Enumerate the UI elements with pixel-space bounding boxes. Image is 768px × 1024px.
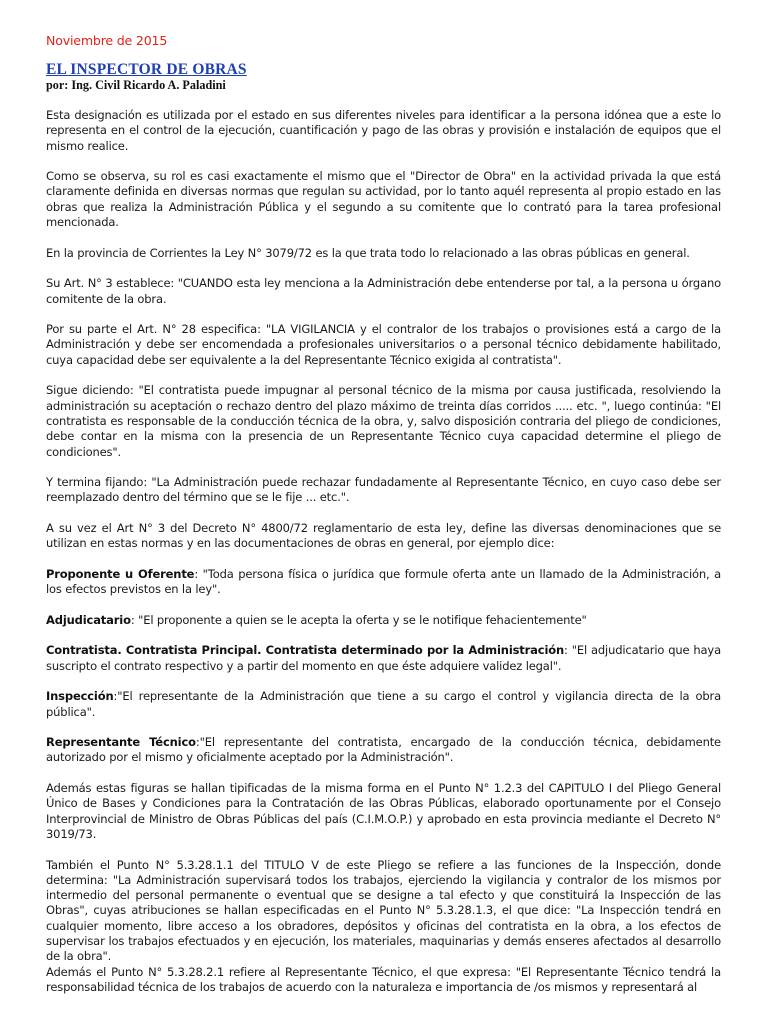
- paragraph-inspection-functions: También el Punto N° 5.3.28.1.1 del TITULO V de este Pliego se refiere a las funciones de la Inspección, donde determina: "La Administración supervisará todos los trabajos, ejerciendo la vigilancia y contralor de los mismos por intermedio del personal permanente o eventual que se designe a tal efecto y que constituirá la Inspección de las Obras", cuyas atribuciones se hallan especificadas en el Punto N° 5.3.28.1.3, el que dice: "La Inspección tendrá en cualquier momento, libre acceso a los obradores, depósitos y oficinas del contratista en la obra, a los efectos de supervisar los trabajos efectuados y en ejecución, los materiales, maquinarias y demás enseres afectados al desarrollo de la obra".: [46, 857, 721, 964]
- definition-text: : "El adjudicatario que haya suscripto el contrato respectivo y a partir del momento en que éste adquiere validez legal".: [46, 643, 721, 673]
- definition-term: Representante Técnico: [46, 735, 196, 750]
- definition-proponente: [46, 567, 721, 598]
- paragraph-article-28: Por su parte el Art. N° 28 especifica: "LA VIGILANCIA y el contralor de los trabajos o provisiones está a cargo de la Administración y debe ser encomendada a profesionales universitarios o a personal técnico debidamente habilitado, cuya capacidad debe ser equivalente a la del Representante Técnico exigida al contratista".: [46, 322, 721, 367]
- paragraph-pliego-general: Además estas figuras se hallan tipificadas de la misma forma en el Punto N° 1.2.3 del CAPITULO I del Pliego General Único de Bases y Condiciones para la Contratación de las Obras Públicas, elaborado oportunamente por el Consejo Interprovincial de Ministro de Obras Públicas del país (C.I.M.O.P.) y aprobado en esta provincia mediante el Decreto N° 3019/73.: [46, 781, 721, 841]
- paragraph-comparison: Como se observa, su rol es casi exactamente el mismo que el "Director de Obra" en la actividad privada la que está claramente definida en diversas normas que regulan su actividad, por lo tanto aquél representa al propio estado en las obras que realiza la Administración Pública y el segundo a su comitente que lo contrató para la tarea profesional mencionada.: [46, 169, 721, 230]
- paragraph-impugnation: Sigue diciendo: "El contratista puede impugnar al personal técnico de la misma por causa justificada, resolviendo la administración su aceptación o rechazo dentro del plazo máximo de treinta días corridos ..... etc. ", luego continúa: "El contratista es responsable de la conducción técnica de la obra, y, salvo disposición contraria del pliego de condiciones, debe contar en la misma con la presencia de un Representante Técnico cuya capacidad determine el pliego de condiciones".: [46, 383, 721, 459]
- author-byline: por: Ing. Civil Ricardo A. Paladini: [46, 78, 226, 92]
- definition-inspeccion: [46, 689, 721, 720]
- paragraph-technical-representative: Además el Punto N° 5.3.28.2.1 refiere al Representante Técnico, el que expresa: "El Representante Técnico tendrá la responsabilidad técnica de los trabajos de acuerdo con la naturaleza e importancia de /os mismos y representará al: [46, 964, 721, 994]
- definition-term: Inspección: [46, 689, 114, 704]
- paragraph-law-reference: En la provincia de Corrientes la Ley N° 3079/72 es la que trata todo lo relacionado a las obras públicas en general.: [46, 245, 690, 260]
- document-title: EL INSPECTOR DE OBRAS: [46, 61, 247, 78]
- definition-term: Proponente u Oferente: [46, 566, 195, 581]
- definition-text: : "El proponente a quien se le acepta la oferta y se le notifique fehacientemente": [130, 612, 587, 627]
- definition-representante-tecnico: [46, 735, 721, 766]
- definition-term: Contratista. Contratista Principal. Contratista determinado por la Administración: [46, 643, 565, 658]
- paragraph-rejection: Y termina fijando: "La Administración puede rechazar fundadamente al Representante Técnico, en cuyo caso debe ser reemplazado dentro del término que se le fije ... etc.".: [46, 475, 721, 505]
- paragraph-decree: A su vez el Art N° 3 del Decreto N° 4800/72 reglamentario de esta ley, define las diversas denominaciones que se utilizan en estas normas y en las documentaciones de obras en general, por ejemplo dice:: [46, 521, 721, 551]
- definition-text: :"El representante de la Administración que tiene a su cargo el control y vigilancia directa de la obra pública".: [46, 689, 721, 719]
- document-body: [46, 108, 721, 995]
- definition-text: : "Toda persona física o jurídica que formule oferta ante un llamado de la Administración, a los efectos previstos en la ley".: [46, 566, 721, 597]
- definition-adjudicatario: [46, 613, 721, 628]
- paragraph-article-3: Su Art. N° 3 establece: "CUANDO esta ley menciona a la Administración debe entenderse por tal, a la persona u órgano comitente de la obra.: [46, 276, 721, 306]
- definition-contratista: [46, 643, 721, 674]
- document-date: Noviembre de 2015: [46, 33, 168, 48]
- paragraph-introduction: Esta designación es utilizada por el estado en sus diferentes niveles para identificar a la persona idónea que a este lo representa en el control de la ejecución, cuantificación y pago de las obras y provisión e instalación de equipos que el mismo realice.: [46, 108, 721, 153]
- definition-term: Adjudicatario: [46, 612, 131, 627]
- definition-text: :"El representante del contratista, encargado de la conducción técnica, debidamente autorizado por el mismo y oficialmente aceptado por la Administración".: [46, 735, 721, 765]
